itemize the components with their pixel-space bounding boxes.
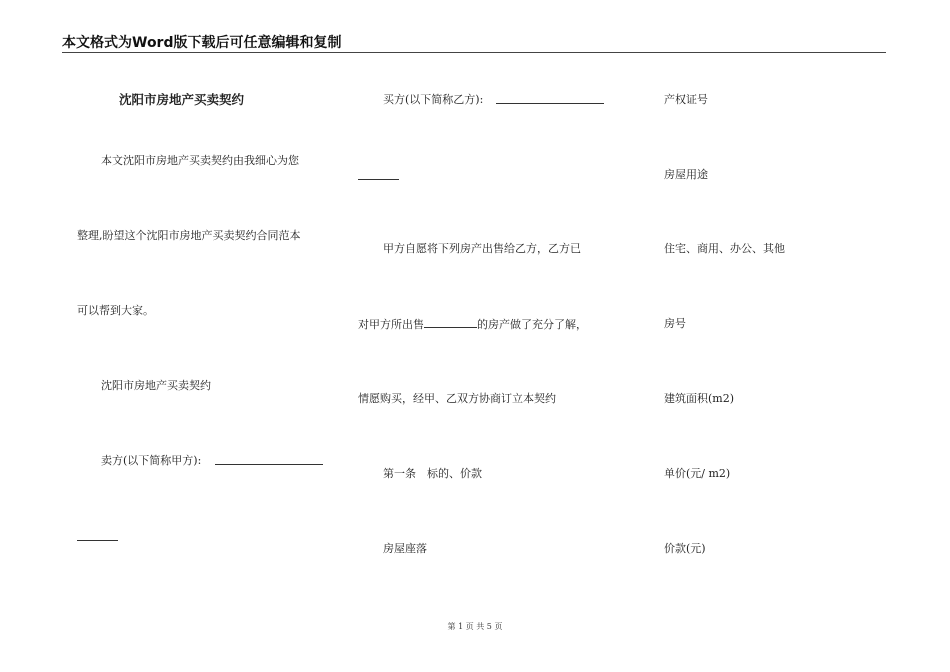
intro-line-1: 本文沈阳市房地产买卖契约由我细心为您: [101, 154, 299, 167]
area-label: 建筑面积(m2): [664, 392, 735, 405]
buyer-blank-continued: [358, 179, 399, 180]
price-label: 价款(元): [664, 542, 706, 555]
contract-subtitle: 沈阳市房地产买卖契约: [101, 379, 211, 392]
unit-price-label: 单价(元/ m2): [664, 467, 731, 480]
intro-line-2: 整理,盼望这个沈阳市房地产买卖契约合同范本: [77, 229, 301, 242]
buyer-blank: [496, 103, 604, 104]
paragraph-line-3: 情愿购买，经甲、乙双方协商订立本契约: [358, 392, 556, 405]
page-footer: 第 1 页 共 5 页: [447, 622, 503, 631]
property-blank: [424, 317, 477, 328]
intro-line-3: 可以帮到大家。: [77, 304, 154, 317]
seller-label: 卖方(以下简称甲方):: [101, 454, 202, 467]
location-label: 房屋座落: [383, 542, 427, 555]
seller-blank-continued: [77, 540, 118, 541]
contract-title: 沈阳市房地产买卖契约: [119, 92, 245, 107]
buyer-label: 买方(以下简称乙方):: [383, 93, 484, 106]
usage-label: 房屋用途: [664, 168, 708, 181]
page-header: 本文格式为Word版下载后可任意编辑和复制: [62, 34, 886, 53]
paragraph-line-1: 甲方自愿将下列房产出售给乙方，乙方已: [383, 242, 581, 255]
usage-options: 住宅、商用、办公、其他: [664, 242, 785, 255]
paragraph-line-2: 对甲方所出售 的房产做了充分了解，: [358, 318, 587, 331]
room-number-label: 房号: [664, 317, 686, 330]
cert-label: 产权证号: [664, 93, 708, 106]
article-1-heading: 第一条 标的、价款: [383, 467, 482, 480]
seller-blank: [215, 464, 323, 465]
